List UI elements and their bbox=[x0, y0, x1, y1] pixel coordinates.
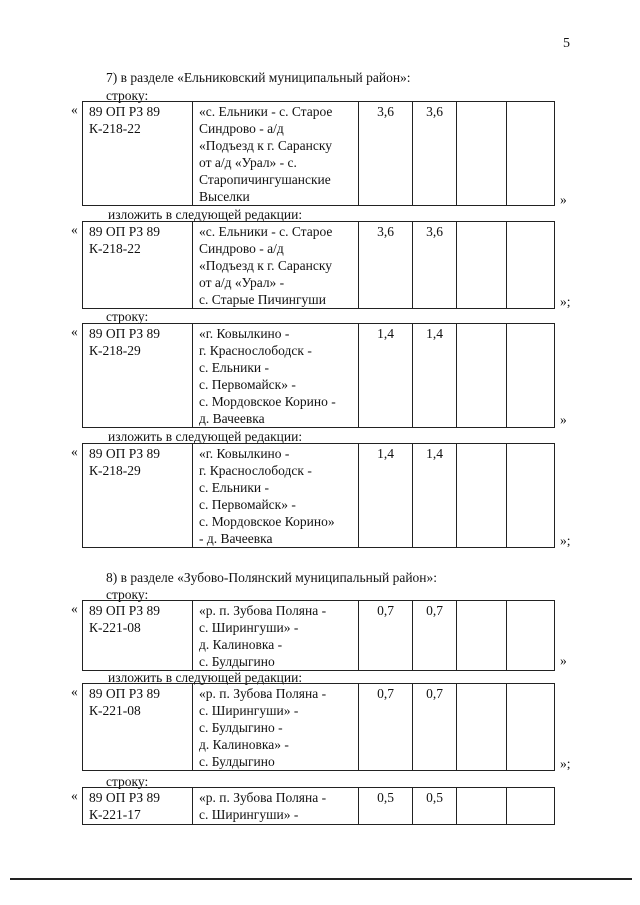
closing-quote: » bbox=[560, 192, 567, 207]
road-name-line: «с. Ельники - с. Старое bbox=[199, 104, 333, 119]
road-name-line: с. Мордовское Корино» bbox=[199, 514, 335, 529]
road-name-line: с. Ширингуши» - bbox=[199, 703, 299, 718]
road-code-line: К-218-29 bbox=[89, 463, 141, 478]
length-category-cell: 0,7 bbox=[413, 601, 457, 671]
road-name-line: «с. Ельники - с. Старое bbox=[199, 224, 333, 239]
length-total-cell: 0,7 bbox=[359, 684, 413, 771]
road-code-line: К-218-22 bbox=[89, 241, 141, 256]
row-label: строку: bbox=[106, 587, 149, 602]
road-name-line: с. Ельники - bbox=[199, 480, 269, 495]
road-name-line: Старопичингушанские bbox=[199, 172, 331, 187]
road-name-line: с. Булдыгино bbox=[199, 654, 275, 669]
road-code-line: 89 ОП РЗ 89 bbox=[89, 224, 161, 239]
road-code-line: 89 ОП РЗ 89 bbox=[89, 603, 161, 618]
road-code-line: К-218-22 bbox=[89, 121, 141, 136]
road-name-line: с. Мордовское Корино - bbox=[199, 394, 336, 409]
road-name-line: Синдрово - а/д bbox=[199, 241, 284, 256]
road-name-line: «Подъезд к г. Саранску bbox=[199, 258, 332, 273]
row-label: строку: bbox=[106, 88, 149, 103]
road-code-cell bbox=[83, 444, 193, 548]
road-name-line: д. Калиновка» - bbox=[199, 737, 289, 752]
road-name-line: Выселки bbox=[199, 189, 250, 204]
road-table bbox=[82, 443, 555, 548]
road-table bbox=[82, 323, 555, 428]
road-code-cell bbox=[83, 684, 193, 771]
road-name-cell bbox=[193, 222, 359, 309]
opening-quote: « bbox=[71, 601, 78, 616]
empty-cell bbox=[457, 444, 507, 548]
road-code-line: К-218-29 bbox=[89, 343, 141, 358]
road-code-cell bbox=[83, 324, 193, 428]
bottom-rule bbox=[10, 878, 632, 880]
road-name-line: «р. п. Зубова Поляна - bbox=[199, 790, 327, 805]
length-category-cell: 0,7 bbox=[413, 684, 457, 771]
length-category-cell: 0,5 bbox=[413, 788, 457, 825]
row-label: строку: bbox=[106, 774, 149, 789]
road-code-line: 89 ОП РЗ 89 bbox=[89, 790, 161, 805]
empty-cell bbox=[457, 102, 507, 206]
empty-cell bbox=[507, 444, 555, 548]
length-total-cell: 0,7 bbox=[359, 601, 413, 671]
road-table bbox=[82, 221, 555, 309]
road-code-line: К-221-17 bbox=[89, 807, 141, 822]
empty-cell bbox=[457, 601, 507, 671]
road-table bbox=[82, 101, 555, 206]
table-row bbox=[83, 684, 555, 771]
table-row bbox=[83, 222, 555, 309]
road-name-line: «г. Ковылкино - bbox=[199, 446, 290, 461]
empty-cell bbox=[507, 324, 555, 428]
road-name-cell bbox=[193, 788, 359, 825]
road-name-cell bbox=[193, 601, 359, 671]
road-table bbox=[82, 683, 555, 771]
road-name-line: с. Первомайск» - bbox=[199, 377, 296, 392]
road-name-cell bbox=[193, 324, 359, 428]
opening-quote: « bbox=[71, 788, 78, 803]
opening-quote: « bbox=[71, 684, 78, 699]
road-name-line: с. Старые Пичингуши bbox=[199, 292, 326, 307]
table-row bbox=[83, 444, 555, 548]
empty-cell bbox=[507, 601, 555, 671]
road-name-line: с. Булдыгино bbox=[199, 754, 275, 769]
opening-quote: « bbox=[71, 444, 78, 459]
road-name-line: Синдрово - а/д bbox=[199, 121, 284, 136]
road-code-cell bbox=[83, 102, 193, 206]
road-table bbox=[82, 787, 555, 825]
road-name-cell bbox=[193, 684, 359, 771]
page-number: 5 bbox=[563, 36, 570, 51]
length-total-cell: 3,6 bbox=[359, 222, 413, 309]
road-name-cell bbox=[193, 444, 359, 548]
replace-instruction: изложить в следующей редакции: bbox=[108, 429, 303, 444]
length-category-cell: 1,4 bbox=[413, 324, 457, 428]
closing-quote: »; bbox=[560, 533, 571, 548]
road-table bbox=[82, 600, 555, 671]
road-name-line: - д. Вачеевка bbox=[199, 531, 273, 546]
road-code-line: 89 ОП РЗ 89 bbox=[89, 104, 161, 119]
road-code-cell bbox=[83, 601, 193, 671]
table-row bbox=[83, 324, 555, 428]
table-row bbox=[83, 788, 555, 825]
replace-instruction: изложить в следующей редакции: bbox=[108, 670, 303, 685]
empty-cell bbox=[457, 222, 507, 309]
road-name-line: «р. п. Зубова Поляна - bbox=[199, 686, 327, 701]
closing-quote: »; bbox=[560, 756, 571, 771]
road-name-line: от а/д «Урал» - с. bbox=[199, 155, 297, 170]
row-label: строку: bbox=[106, 309, 149, 324]
road-code-line: К-221-08 bbox=[89, 703, 141, 718]
road-name-line: с. Булдыгино - bbox=[199, 720, 283, 735]
opening-quote: « bbox=[71, 102, 78, 117]
length-category-cell: 1,4 bbox=[413, 444, 457, 548]
opening-quote: « bbox=[71, 324, 78, 339]
road-name-line: «г. Ковылкино - bbox=[199, 326, 290, 341]
closing-quote: » bbox=[560, 653, 567, 668]
road-name-line: г. Краснослободск - bbox=[199, 343, 312, 358]
closing-quote: »; bbox=[560, 294, 571, 309]
section-heading: 7) в разделе «Ельниковский муниципальный район»: bbox=[106, 70, 411, 85]
road-name-line: от а/д «Урал» - bbox=[199, 275, 285, 290]
empty-cell bbox=[457, 788, 507, 825]
road-name-line: «р. п. Зубова Поляна - bbox=[199, 603, 327, 618]
road-code-line: 89 ОП РЗ 89 bbox=[89, 446, 161, 461]
road-code-line: 89 ОП РЗ 89 bbox=[89, 326, 161, 341]
empty-cell bbox=[457, 684, 507, 771]
section-heading: 8) в разделе «Зубово-Полянский муниципальный район»: bbox=[106, 570, 438, 585]
road-name-line: «Подъезд к г. Саранску bbox=[199, 138, 332, 153]
opening-quote: « bbox=[71, 222, 78, 237]
length-total-cell: 0,5 bbox=[359, 788, 413, 825]
road-code-cell bbox=[83, 788, 193, 825]
road-code-line: К-221-08 bbox=[89, 620, 141, 635]
road-name-line: с. Ширингуши» - bbox=[199, 807, 299, 822]
length-total-cell: 1,4 bbox=[359, 324, 413, 428]
length-total-cell: 3,6 bbox=[359, 102, 413, 206]
table-row bbox=[83, 601, 555, 671]
road-name-line: д. Вачеевка bbox=[199, 411, 265, 426]
replace-instruction: изложить в следующей редакции: bbox=[108, 207, 303, 222]
empty-cell bbox=[507, 684, 555, 771]
road-name-line: с. Первомайск» - bbox=[199, 497, 296, 512]
road-name-line: с. Ельники - bbox=[199, 360, 269, 375]
empty-cell bbox=[507, 102, 555, 206]
length-category-cell: 3,6 bbox=[413, 102, 457, 206]
closing-quote: » bbox=[560, 412, 567, 427]
road-name-line: с. Ширингуши» - bbox=[199, 620, 299, 635]
road-code-line: 89 ОП РЗ 89 bbox=[89, 686, 161, 701]
table-row bbox=[83, 102, 555, 206]
empty-cell bbox=[457, 324, 507, 428]
length-total-cell: 1,4 bbox=[359, 444, 413, 548]
road-code-cell bbox=[83, 222, 193, 309]
road-name-line: д. Калиновка - bbox=[199, 637, 283, 652]
empty-cell bbox=[507, 788, 555, 825]
length-category-cell: 3,6 bbox=[413, 222, 457, 309]
empty-cell bbox=[507, 222, 555, 309]
road-name-line: г. Краснослободск - bbox=[199, 463, 312, 478]
road-name-cell bbox=[193, 102, 359, 206]
